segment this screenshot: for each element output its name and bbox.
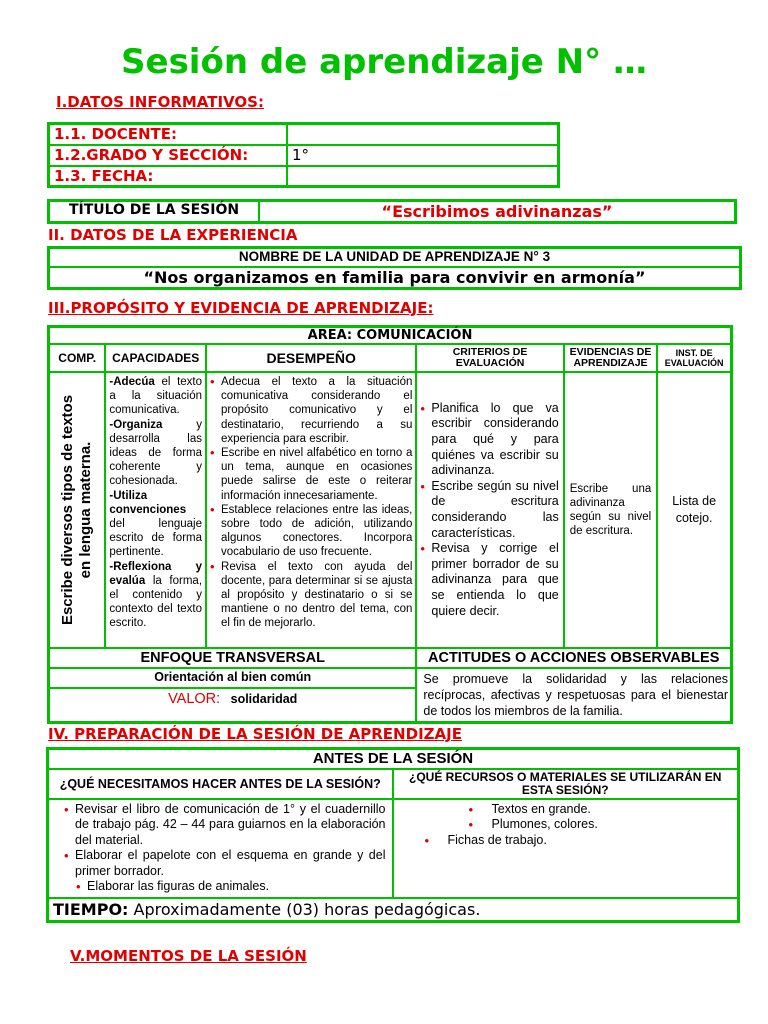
area-header: AREA: COMUNICACIÓN (49, 327, 732, 345)
section-1-heading: I.DATOS INFORMATIVOS: (56, 93, 264, 111)
desempeno-header: DESEMPEÑO (206, 344, 416, 372)
proposito-table (47, 325, 733, 724)
recurso-item: • Textos en grande. (468, 802, 734, 818)
capacidad-item: -Reflexiona y evalúa la forma, el contenido y contexto del texto escrito. (109, 560, 203, 630)
unidad-name: “Nos organizamos en familia para convivir en armonía” (49, 267, 741, 289)
criterio-item: • Revisa y corrige el primer borrador de su adivinanza para que se entienda lo que quiere decir. (419, 541, 558, 619)
desempeno-item: • Adecua el texto a la situación comunicativa considerando el propósito comunicativo y el destinatario, recurriendo a su experiencia para escribir. (209, 375, 412, 446)
valor-label: VALOR: (168, 691, 221, 707)
actitudes-header: ACTITUDES O ACCIONES OBSERVABLES (416, 648, 731, 668)
preparacion-table (46, 747, 740, 923)
recursos-cell (393, 799, 739, 898)
section-2-heading: II. DATOS DE LA EXPERIENCIA (48, 226, 298, 244)
accion-item: • Elaborar el papelote con el esquema en grande y del primer borrador. (63, 848, 386, 879)
enfoque-header: ENFOQUE TRANSVERSAL (49, 648, 417, 668)
desempeno-item: • Revisa el texto con ayuda del docente, para determinar si se ajusta al propósito y destinatario o si se mantiene o no dentro del tema, con el fin de mejorarlo. (209, 560, 412, 631)
desempeno-item: • Escribe en nivel alfabético en torno a un tema, aunque en ocasiones puede salirse de este o reiterar información innecesariamente. (209, 446, 412, 503)
capacidades-header: CAPACIDADES (105, 344, 206, 372)
recurso-item: • Plumones, colores. (468, 817, 734, 833)
section-3-heading: III.PROPÓSITO Y EVIDENCIA DE APRENDIZAJE: (48, 299, 434, 317)
unidad-table (47, 246, 742, 290)
section-4-heading: IV. PREPARACIÓN DE LA SESIÓN DE APRENDIZAJE (48, 725, 462, 743)
valor-row (50, 689, 415, 709)
tiempo-value: Aproximadamente (03) horas pedagógicas. (128, 899, 481, 919)
criterios-cell (416, 372, 563, 648)
session-title-table (47, 199, 737, 224)
antes-header: ANTES DE LA SESIÓN (48, 749, 739, 769)
capacidades-cell (105, 372, 206, 648)
inst-header: INST. DE EVALUACIÓN (657, 344, 731, 372)
instrumento-cell: Lista de cotejo. (657, 372, 731, 648)
datos-table (47, 122, 560, 188)
criterio-item: • Planifica lo que va escribir considerando para qué y para quiénes va escribir su adivinanza. (419, 401, 558, 479)
section-5-heading: V.MOMENTOS DE LA SESIÓN (70, 947, 307, 965)
enfoque-value: Orientación al bien común (50, 669, 415, 689)
page-title: Sesión de aprendizaje N° … (121, 42, 647, 82)
competencia-cell (49, 372, 106, 648)
evidencias-header: EVIDENCIAS DE APRENDIZAJE (564, 344, 658, 372)
session-title-value: “Escribimos adivinanzas” (259, 201, 736, 223)
desempenos-cell (206, 372, 416, 648)
tiempo-label: TIEMPO: (53, 899, 129, 919)
grado-label: 1.2.GRADO Y SECCIÓN: (49, 145, 288, 166)
criterios-header: CRITERIOS DE EVALUACIÓN (416, 344, 563, 372)
docente-label: 1.1. DOCENTE: (49, 124, 288, 145)
comp-header: COMP. (49, 344, 106, 372)
accion-item: • Revisar el libro de comunicación de 1° y el cuadernillo de trabajo pág. 42 – 44 para guiarnos en la elaboración del material. (63, 802, 386, 849)
fecha-value (287, 166, 559, 187)
acciones-cell (48, 799, 393, 898)
q1-header: ¿QUÉ NECESITAMOS HACER ANTES DE LA SESIÓN? (48, 769, 393, 799)
evidencia-cell: Escribe una adivinanza según su nivel de escritura. (564, 372, 658, 648)
tiempo-row (48, 898, 739, 922)
session-title-label: TÍTULO DE LA SESIÓN (49, 201, 260, 223)
capacidad-item: -Organiza y desarrolla las ideas de forma coherente y cohesionada. (109, 418, 203, 488)
criterio-item: • Escribe según su nivel de escritura considerando las características. (419, 479, 558, 541)
enfoque-cell (49, 668, 417, 723)
recurso-item: • Fichas de trabajo. (424, 833, 734, 849)
actitud-cell: Se promueve la solidaridad y las relaciones recíprocas, afectivas y respetuosas para el bienestar de todos los miembros de la familia. (416, 668, 731, 723)
capacidad-item: -Adecúa el texto a la situación comunicativa. (109, 376, 203, 417)
unidad-label: NOMBRE DE LA UNIDAD DE APRENDIZAJE N° 3 (49, 248, 741, 267)
fecha-label: 1.3. FECHA: (49, 166, 288, 187)
docente-value (287, 124, 559, 145)
accion-item: • Elaborar las figuras de animales. (75, 879, 386, 895)
q2-header: ¿QUÉ RECURSOS O MATERIALES SE UTILIZARÁN EN ESTA SESIÓN? (393, 769, 739, 799)
valor-value: solidaridad (230, 692, 298, 706)
desempeno-item: • Establece relaciones entre las ideas, sobre todo de adición, utilizando algunos conectores. Incorpora vocabulario de uso frecuente. (209, 503, 412, 560)
competencia-text: Escribe diversos tipos de textos en lengua materna. (59, 394, 95, 626)
grado-value: 1° (287, 145, 559, 166)
capacidad-item: -Utiliza convenciones del lenguaje escrito de forma pertinente. (109, 489, 203, 559)
